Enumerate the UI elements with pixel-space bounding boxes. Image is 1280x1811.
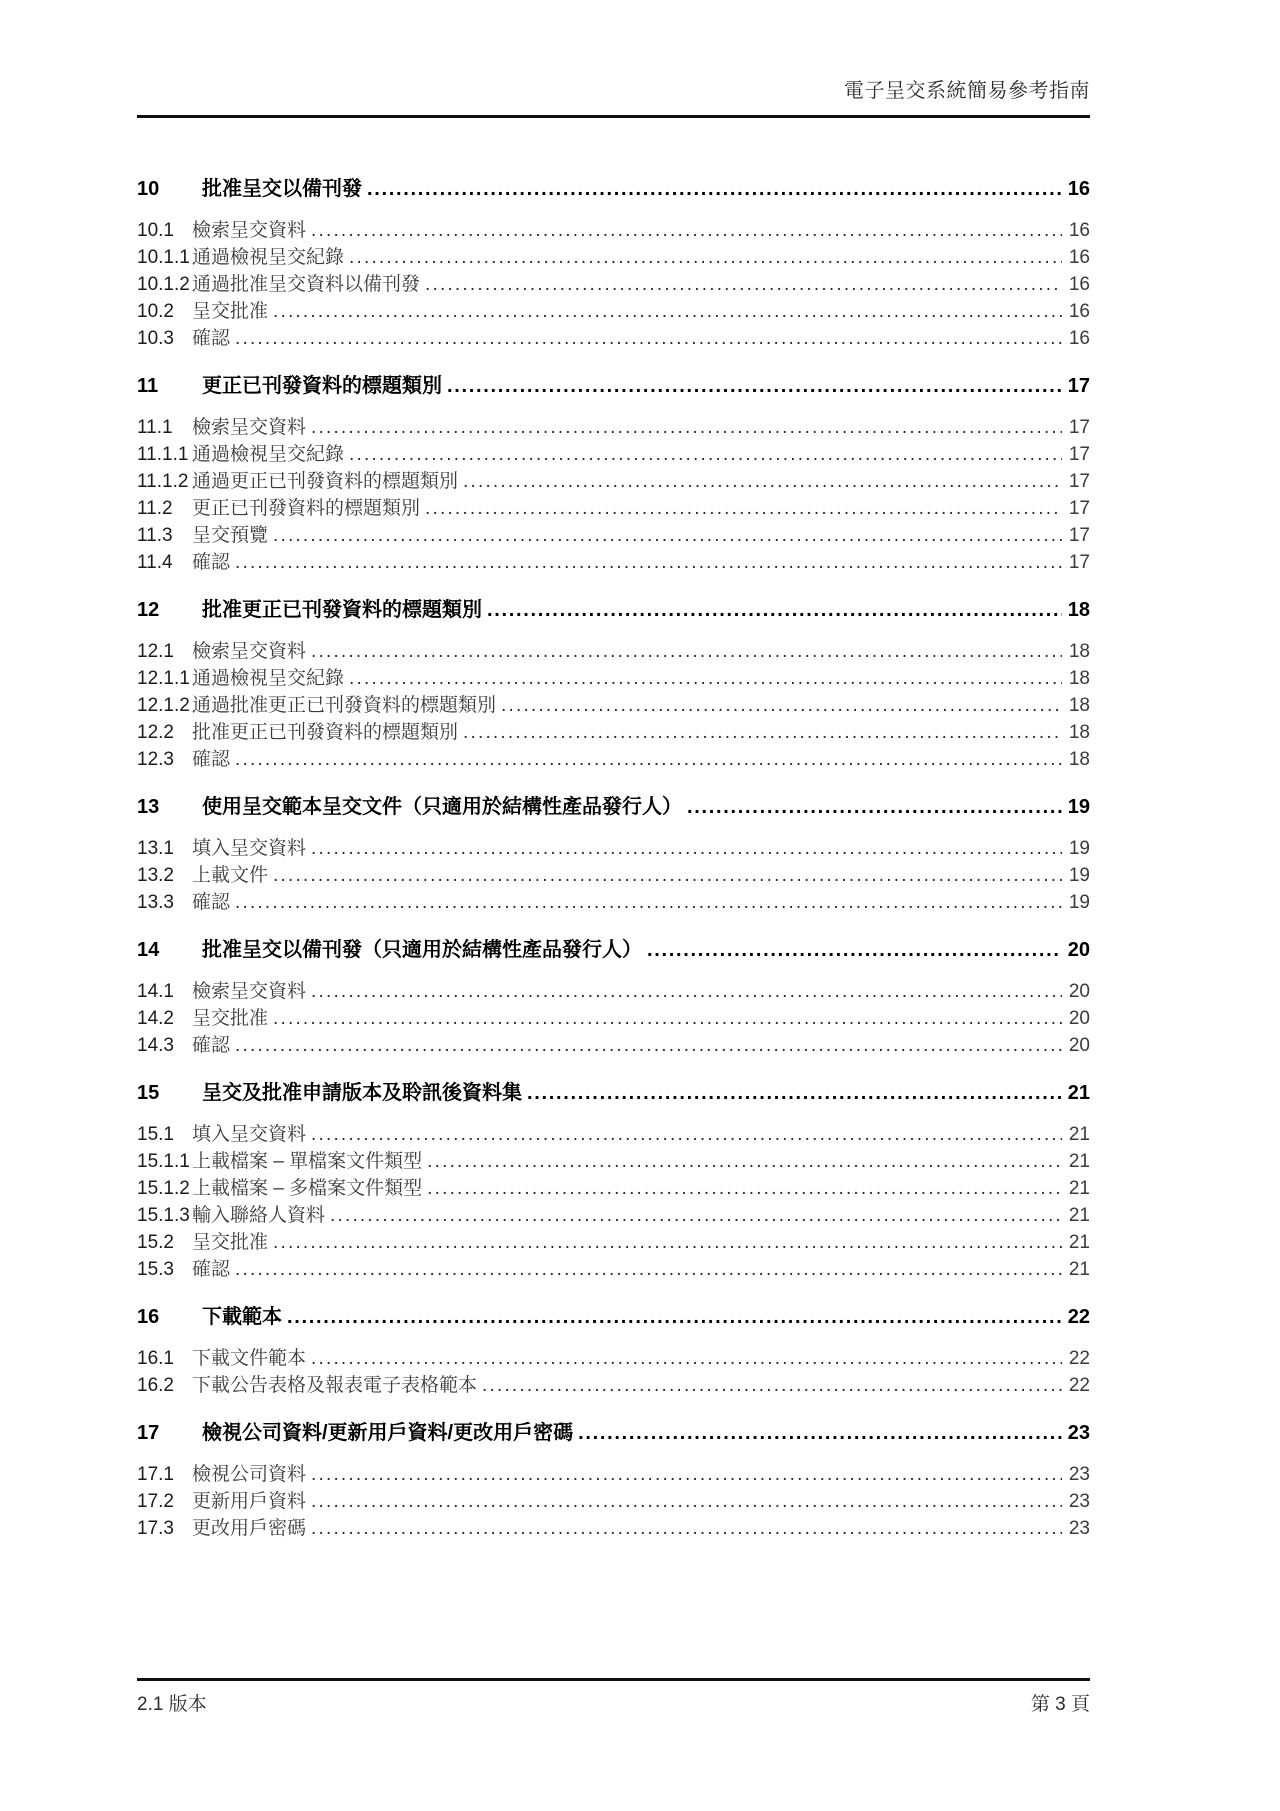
page-header [0,0,1280,118]
toc-dot-leader [306,835,1062,862]
toc-dot-leader [522,1079,1062,1108]
toc-dot-leader [420,271,1062,298]
toc-entry-number: 16.1 [137,1348,174,1369]
toc-entry-number: 14.1 [137,981,174,1002]
toc-entry-label: 確認 [192,892,231,913]
toc-entry-page: 21 [1068,1151,1090,1172]
toc-entry-page: 23 [1067,1422,1090,1444]
toc-row[interactable] [137,244,1090,271]
toc-entry-number: 15.2 [137,1232,174,1253]
toc-entry-label: 批准呈交以備刊發 [202,178,362,200]
toc-row[interactable] [137,746,1090,773]
toc-dot-leader [306,1488,1062,1515]
toc-entry-page: 18 [1068,722,1090,743]
toc-entry-number: 11.1 [137,417,173,438]
toc-entry-number: 15.1 [137,1124,174,1145]
toc-entry-label: 確認 [192,552,231,573]
toc-entry-page: 19 [1068,865,1090,886]
toc-entry-page: 21 [1067,1082,1090,1104]
toc-entry-label: 檢索呈交資料 [192,641,307,662]
toc-entry-page: 20 [1068,1035,1090,1056]
toc-dot-leader [306,1121,1062,1148]
toc-row[interactable] [137,793,1090,822]
toc-entry-label: 呈交批准 [192,1232,269,1253]
toc-entry-number: 15 [137,1082,160,1104]
toc-dot-leader [306,217,1062,244]
toc-entry-label: 檢視公司資料 [192,1464,307,1485]
footer-page-number: 第 3 頁 [1030,1694,1090,1715]
toc-entry-page: 19 [1068,892,1090,913]
toc-dot-leader [306,1515,1062,1542]
toc-entry-number: 17 [137,1422,160,1444]
toc-row[interactable] [137,441,1090,468]
toc-entry-label: 下載範本 [202,1306,282,1328]
toc-entry-label: 上載文件 [192,865,269,886]
toc-entry-label: 檢索呈交資料 [192,220,307,241]
toc-dot-leader [230,1256,1062,1283]
toc-entry-page: 22 [1068,1348,1090,1369]
toc-row[interactable] [137,692,1090,719]
toc-entry-page: 23 [1068,1464,1090,1485]
toc-entry-number: 10.1.1 [137,247,190,268]
toc-entry-label: 呈交批准 [192,1008,269,1029]
toc-entry-page: 22 [1067,1306,1090,1328]
toc-entry-label: 下載公告表格及報表電子表格範本 [192,1375,478,1396]
toc-entry-label: 檢索呈交資料 [192,417,307,438]
page-footer [137,1667,1090,1718]
toc-entry-page: 16 [1068,274,1090,295]
toc-entry-label: 批准呈交以備刊發（只適用於結構性產品發行人） [202,939,642,961]
toc-dot-leader [282,1303,1062,1332]
toc-dot-leader [268,1229,1062,1256]
toc-entry-label: 輸入聯絡人資料 [192,1205,326,1226]
toc-dot-leader [420,495,1062,522]
toc-entry-page: 18 [1068,668,1090,689]
toc-entry-label: 更新用戶資料 [192,1491,307,1512]
toc-entry-number: 12.2 [137,722,174,743]
toc-dot-leader [442,372,1062,401]
toc-dot-leader [230,746,1062,773]
toc-entry-label: 填入呈交資料 [192,838,307,859]
toc-entry-page: 19 [1067,796,1090,818]
toc-entry-page: 18 [1068,695,1090,716]
toc-dot-leader [230,325,1062,352]
toc-row[interactable] [137,298,1090,325]
document-title: 電子呈交系統簡易參考指南 [844,80,1090,102]
toc-entry-page: 18 [1068,749,1090,770]
toc-row[interactable] [137,1148,1090,1175]
toc-row[interactable] [137,175,1090,204]
toc-row[interactable] [137,1461,1090,1488]
toc-dot-leader [422,1148,1062,1175]
toc-entry-label: 確認 [192,328,231,349]
toc-row[interactable] [137,1345,1090,1372]
toc-entry-number: 10.1 [137,220,174,241]
toc-entry-number: 12.1 [137,641,174,662]
toc-row[interactable] [137,1419,1090,1448]
toc-entry-number: 11.4 [137,552,173,573]
toc-entry-label: 上載檔案 – 多檔案文件類型 [192,1178,423,1199]
toc-entry-label: 通過更正已刊發資料的標題類別 [192,471,459,492]
toc-row[interactable] [137,638,1090,665]
toc-row[interactable] [137,1256,1090,1283]
toc-dot-leader [268,1005,1062,1032]
toc-entry-label: 更改用戶密碼 [192,1518,307,1539]
toc-entry-number: 15.3 [137,1259,174,1280]
toc-dot-leader [422,1175,1062,1202]
toc-entry-label: 通過批准更正已刊發資料的標題類別 [192,695,497,716]
toc-entry-page: 17 [1068,417,1090,438]
toc-entry-page: 16 [1068,328,1090,349]
toc-entry-label: 通過批准呈交資料以備刊發 [192,274,421,295]
toc-dot-leader [496,692,1062,719]
toc-entry-label: 確認 [192,1259,231,1280]
toc-entry-page: 20 [1068,981,1090,1002]
toc-entry-number: 12 [137,599,160,621]
toc-entry-page: 20 [1068,1008,1090,1029]
toc-entry-number: 16 [137,1306,160,1328]
toc-row[interactable] [137,1202,1090,1229]
toc-row[interactable] [137,835,1090,862]
toc-dot-leader [344,665,1062,692]
toc-row[interactable] [137,1303,1090,1332]
toc-row[interactable] [137,217,1090,244]
footer-rule [137,1678,1090,1681]
toc-row[interactable] [137,271,1090,298]
toc-entry-number: 14 [137,939,160,961]
toc-row[interactable] [137,1372,1090,1399]
toc-entry-page: 23 [1068,1491,1090,1512]
toc-entry-page: 17 [1068,552,1090,573]
toc-entry-number: 10.1.2 [137,274,190,295]
toc-entry-number: 16.2 [137,1375,174,1396]
table-of-contents [0,175,1280,1542]
toc-row[interactable] [137,468,1090,495]
toc-entry-label: 檢索呈交資料 [192,981,307,1002]
toc-dot-leader [573,1419,1062,1448]
header-rule [137,115,1090,118]
toc-dot-leader [268,862,1062,889]
toc-entry-number: 12.1.2 [137,695,190,716]
toc-dot-leader [477,1372,1062,1399]
toc-entry-label: 通過檢視呈交紀錄 [192,444,345,465]
toc-entry-number: 10.2 [137,301,174,322]
toc-entry-number: 13 [137,796,160,818]
toc-entry-number: 10.3 [137,328,174,349]
toc-dot-leader [306,978,1062,1005]
toc-entry-number: 11.1.1 [137,444,189,465]
toc-entry-number: 17.3 [137,1518,174,1539]
toc-entry-page: 17 [1068,498,1090,519]
toc-entry-label: 填入呈交資料 [192,1124,307,1145]
toc-entry-page: 16 [1068,301,1090,322]
toc-dot-leader [306,638,1062,665]
toc-entry-label: 確認 [192,1035,231,1056]
toc-entry-label: 使用呈交範本呈交文件（只適用於結構性產品發行人） [202,796,682,818]
toc-entry-page: 20 [1067,939,1090,961]
toc-entry-label: 通過檢視呈交紀錄 [192,247,345,268]
toc-dot-leader [458,719,1062,746]
toc-row[interactable] [137,596,1090,625]
toc-row[interactable] [137,522,1090,549]
toc-dot-leader [362,175,1062,204]
toc-entry-label: 上載檔案 – 單檔案文件類型 [192,1151,423,1172]
toc-row[interactable] [137,325,1090,352]
toc-row[interactable] [137,1515,1090,1542]
toc-entry-page: 19 [1068,838,1090,859]
toc-entry-page: 21 [1068,1178,1090,1199]
toc-row[interactable] [137,1005,1090,1032]
toc-dot-leader [268,298,1062,325]
toc-entry-label: 更正已刊發資料的標題類別 [192,498,421,519]
toc-dot-leader [344,244,1062,271]
toc-entry-number: 13.3 [137,892,174,913]
toc-entry-page: 21 [1068,1232,1090,1253]
toc-entry-page: 21 [1068,1205,1090,1226]
toc-dot-leader [306,414,1062,441]
toc-entry-label: 確認 [192,749,231,770]
toc-entry-page: 16 [1067,178,1090,200]
toc-entry-label: 下載文件範本 [192,1348,307,1369]
toc-entry-page: 16 [1068,220,1090,241]
toc-entry-number: 11 [137,375,159,397]
toc-entry-label: 更正已刊發資料的標題類別 [202,375,442,397]
toc-row[interactable] [137,936,1090,965]
toc-entry-page: 22 [1068,1375,1090,1396]
toc-entry-label: 批准更正已刊發資料的標題類別 [192,722,459,743]
toc-dot-leader [482,596,1062,625]
toc-entry-page: 16 [1068,247,1090,268]
toc-row[interactable] [137,414,1090,441]
toc-row[interactable] [137,665,1090,692]
toc-row[interactable] [137,1229,1090,1256]
toc-entry-label: 呈交預覽 [192,525,269,546]
toc-row[interactable] [137,978,1090,1005]
toc-entry-page: 21 [1068,1259,1090,1280]
toc-row[interactable] [137,1488,1090,1515]
toc-entry-number: 12.3 [137,749,174,770]
toc-entry-number: 11.1.2 [137,471,189,492]
toc-dot-leader [230,889,1062,916]
toc-entry-number: 10 [137,178,160,200]
toc-dot-leader [682,793,1062,822]
toc-dot-leader [306,1461,1062,1488]
toc-row[interactable] [137,889,1090,916]
toc-entry-label: 通過檢視呈交紀錄 [192,668,345,689]
toc-entry-number: 13.2 [137,865,174,886]
toc-entry-page: 23 [1068,1518,1090,1539]
toc-row[interactable] [137,862,1090,889]
toc-entry-number: 17.1 [137,1464,174,1485]
toc-entry-number: 17.2 [137,1491,174,1512]
toc-dot-leader [344,441,1062,468]
toc-entry-page: 17 [1068,525,1090,546]
toc-row[interactable] [137,1121,1090,1148]
toc-dot-leader [306,1345,1062,1372]
toc-entry-number: 15.1.2 [137,1178,190,1199]
toc-entry-page: 17 [1068,444,1090,465]
toc-row[interactable] [137,549,1090,576]
toc-entry-page: 21 [1068,1124,1090,1145]
toc-row[interactable] [137,1175,1090,1202]
toc-entry-number: 15.1.1 [137,1151,190,1172]
toc-entry-number: 14.3 [137,1035,174,1056]
toc-entry-page: 18 [1067,599,1090,621]
footer-version: 2.1 版本 [137,1694,207,1715]
toc-dot-leader [230,1032,1062,1059]
toc-row[interactable] [137,495,1090,522]
toc-dot-leader [642,936,1062,965]
toc-row[interactable] [137,719,1090,746]
toc-entry-label: 檢視公司資料/更新用戶資料/更改用戶密碼 [202,1422,574,1444]
toc-dot-leader [268,522,1062,549]
toc-dot-leader [325,1202,1062,1229]
toc-entry-page: 18 [1068,641,1090,662]
toc-entry-page: 17 [1067,375,1090,397]
toc-entry-label: 呈交批准 [192,301,269,322]
toc-entry-label: 呈交及批准申請版本及聆訊後資料集 [202,1082,522,1104]
toc-dot-leader [458,468,1062,495]
toc-row[interactable] [137,1032,1090,1059]
toc-row[interactable] [137,1079,1090,1108]
toc-entry-label: 批准更正已刊發資料的標題類別 [202,599,482,621]
toc-row[interactable] [137,372,1090,401]
toc-entry-page: 17 [1068,471,1090,492]
toc-entry-number: 11.2 [137,498,173,519]
toc-entry-number: 11.3 [137,525,173,546]
toc-dot-leader [230,549,1062,576]
toc-entry-number: 13.1 [137,838,174,859]
toc-entry-number: 15.1.3 [137,1205,190,1226]
toc-entry-number: 12.1.1 [137,668,190,689]
toc-entry-number: 14.2 [137,1008,174,1029]
